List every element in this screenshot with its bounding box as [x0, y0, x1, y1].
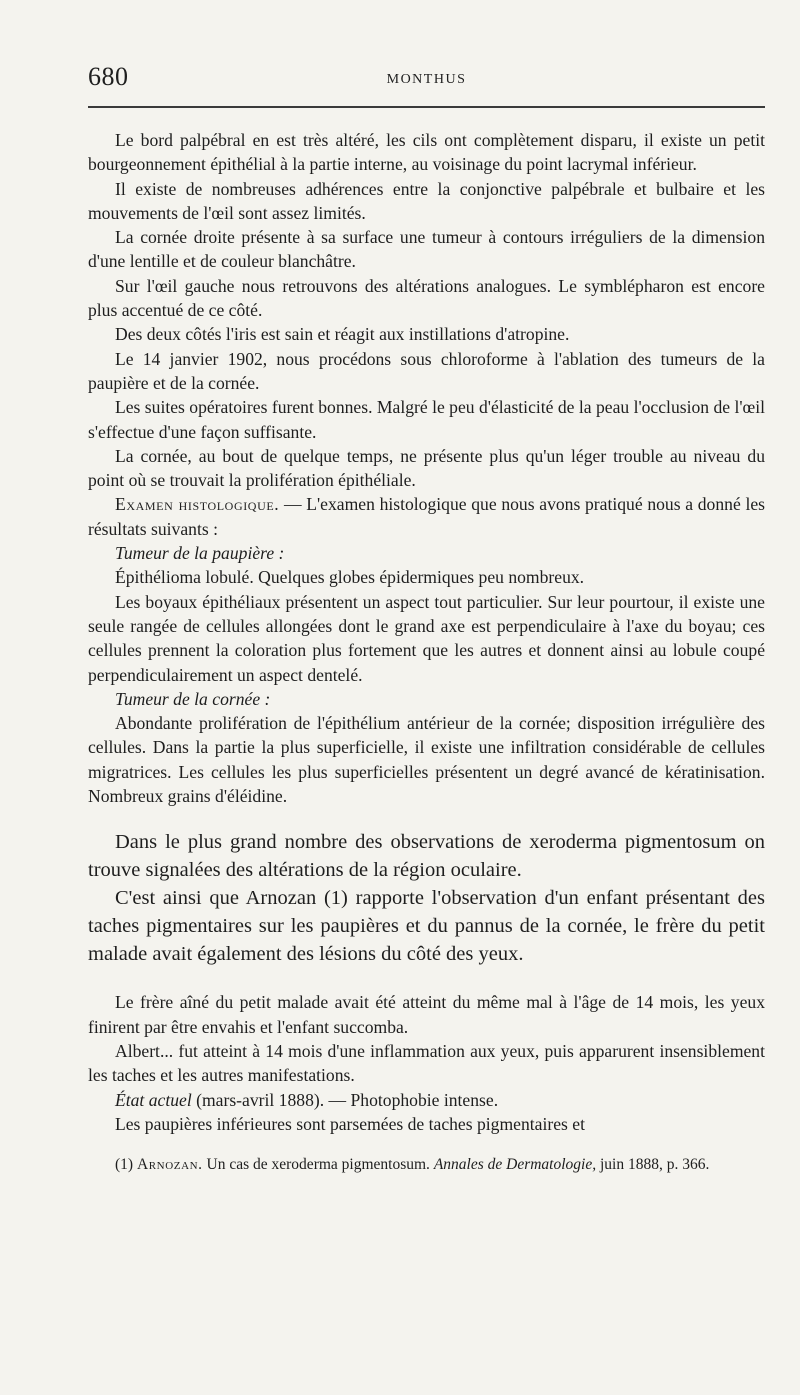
paragraph: Les boyaux épithéliaux présentent un aspect tout particulier. Sur leur pourtour, il existe une seule rangée de cellules allongées dont le grand axe est perpendiculaire à l'axe du boyau; ces cellules prennent la coloration plus fortement que les autres et donnent ainsi au lobule coupé perpendiculairement un aspect dentelé.	[88, 591, 765, 685]
paragraph: Des deux côtés l'iris est sain et réagit aux instillations d'atropine.	[115, 324, 570, 345]
section-heading: Examen histologique.	[115, 494, 280, 515]
paragraph	[88, 492, 765, 541]
paragraph: C'est ainsi que Arnozan (1) rapporte l'observation d'un enfant présentant des taches pigmentaires sur les paupières et du pannus de la cornée, le frère du petit malade avait également des lésions du côté des yeux.	[88, 887, 765, 966]
paragraph: Les paupières inférieures sont parsemées de taches pigmentaires et	[115, 1113, 585, 1134]
footnote-text: Un cas de xeroderma pigmentosum.	[202, 1156, 434, 1174]
paragraph: La cornée droite présente à sa surface une tumeur à contours irréguliers de la dimension d'une lentille et de couleur blanchâtre.	[88, 227, 765, 272]
footnote-number: (1)	[115, 1156, 137, 1174]
paragraph: Dans le plus grand nombre des observations de xeroderma pigmentosum on trouve signalées des altérations de la région oculaire.	[88, 831, 765, 882]
paragraph: Les suites opératoires furent bonnes. Malgré le peu d'élasticité de la peau l'occlusion de l'œil s'effectue d'une façon suffisante.	[88, 397, 766, 442]
paragraph: Le bord palpébral en est très altéré, les cils ont complètement disparu, il existe un petit bourgeonnement épithélial à la partie interne, au voisinage du point lacrymal inférieur.	[88, 130, 765, 175]
page-header	[88, 62, 765, 96]
case-report-section	[88, 128, 765, 808]
footnotes	[88, 1154, 765, 1175]
footnote-journal: Annales de Dermatologie,	[433, 1156, 597, 1174]
footnote-author: Arnozan.	[136, 1156, 203, 1174]
paragraph-text: (mars-avril 1888). — Photophobie intense.	[191, 1089, 499, 1110]
paragraph: Le frère aîné du petit malade avait été atteint du même mal à l'âge de 14 mois, les yeux finirent par être envahis et l'enfant succomba.	[88, 992, 765, 1037]
paragraph: Albert... fut atteint à 14 mois d'une inflammation aux yeux, puis apparurent insensiblement les taches et les autres manifestations.	[88, 1040, 765, 1086]
running-head: MONTHUS	[386, 72, 467, 87]
page-body	[88, 128, 765, 1175]
subheading: Tumeur de la paupière :	[115, 543, 285, 564]
paragraph: Il existe de nombreuses adhérences entre la conjonctive palpébrale et bulbaire et les mouvements de l'œil sont assez limités.	[88, 178, 765, 223]
observation-section	[88, 990, 765, 1136]
discussion-section	[88, 828, 765, 968]
italic-term: État actuel	[115, 1089, 192, 1110]
paragraph: Sur l'œil gauche nous retrouvons des altérations analogues. Le symblépharon est encore plus accentué de ce côté.	[88, 275, 765, 321]
paragraph: La cornée, au bout de quelque temps, ne présente plus qu'un léger trouble au niveau du point où se trouvait la prolifération épithéliale.	[88, 445, 765, 491]
paragraph: Le 14 janvier 1902, nous procédons sous chloroforme à l'ablation des tumeurs de la paupière et de la cornée.	[88, 348, 765, 393]
footnote	[88, 1154, 765, 1175]
subheading: Tumeur de la cornée :	[115, 688, 271, 709]
header-rule	[88, 106, 765, 108]
paragraph-text: — L'examen histologique que nous avons pratiqué nous a donné les résultats suivants :	[88, 494, 765, 539]
paragraph	[88, 1088, 765, 1112]
paragraph: Épithélioma lobulé. Quelques globes épidermiques peu nombreux.	[115, 567, 585, 588]
footnote-tail: juin 1888, p. 366.	[596, 1156, 710, 1174]
paragraph: Abondante prolifération de l'épithélium antérieur de la cornée; disposition irrégulière des cellules. Dans la partie la plus superficielle, il existe une infiltration considérable de cellules migratrices. Les cellules les plus superficielles présentent un degré avancé de kératinisation. Nombreux grains d'éléidine.	[88, 713, 765, 807]
page-number: 680	[88, 62, 129, 91]
